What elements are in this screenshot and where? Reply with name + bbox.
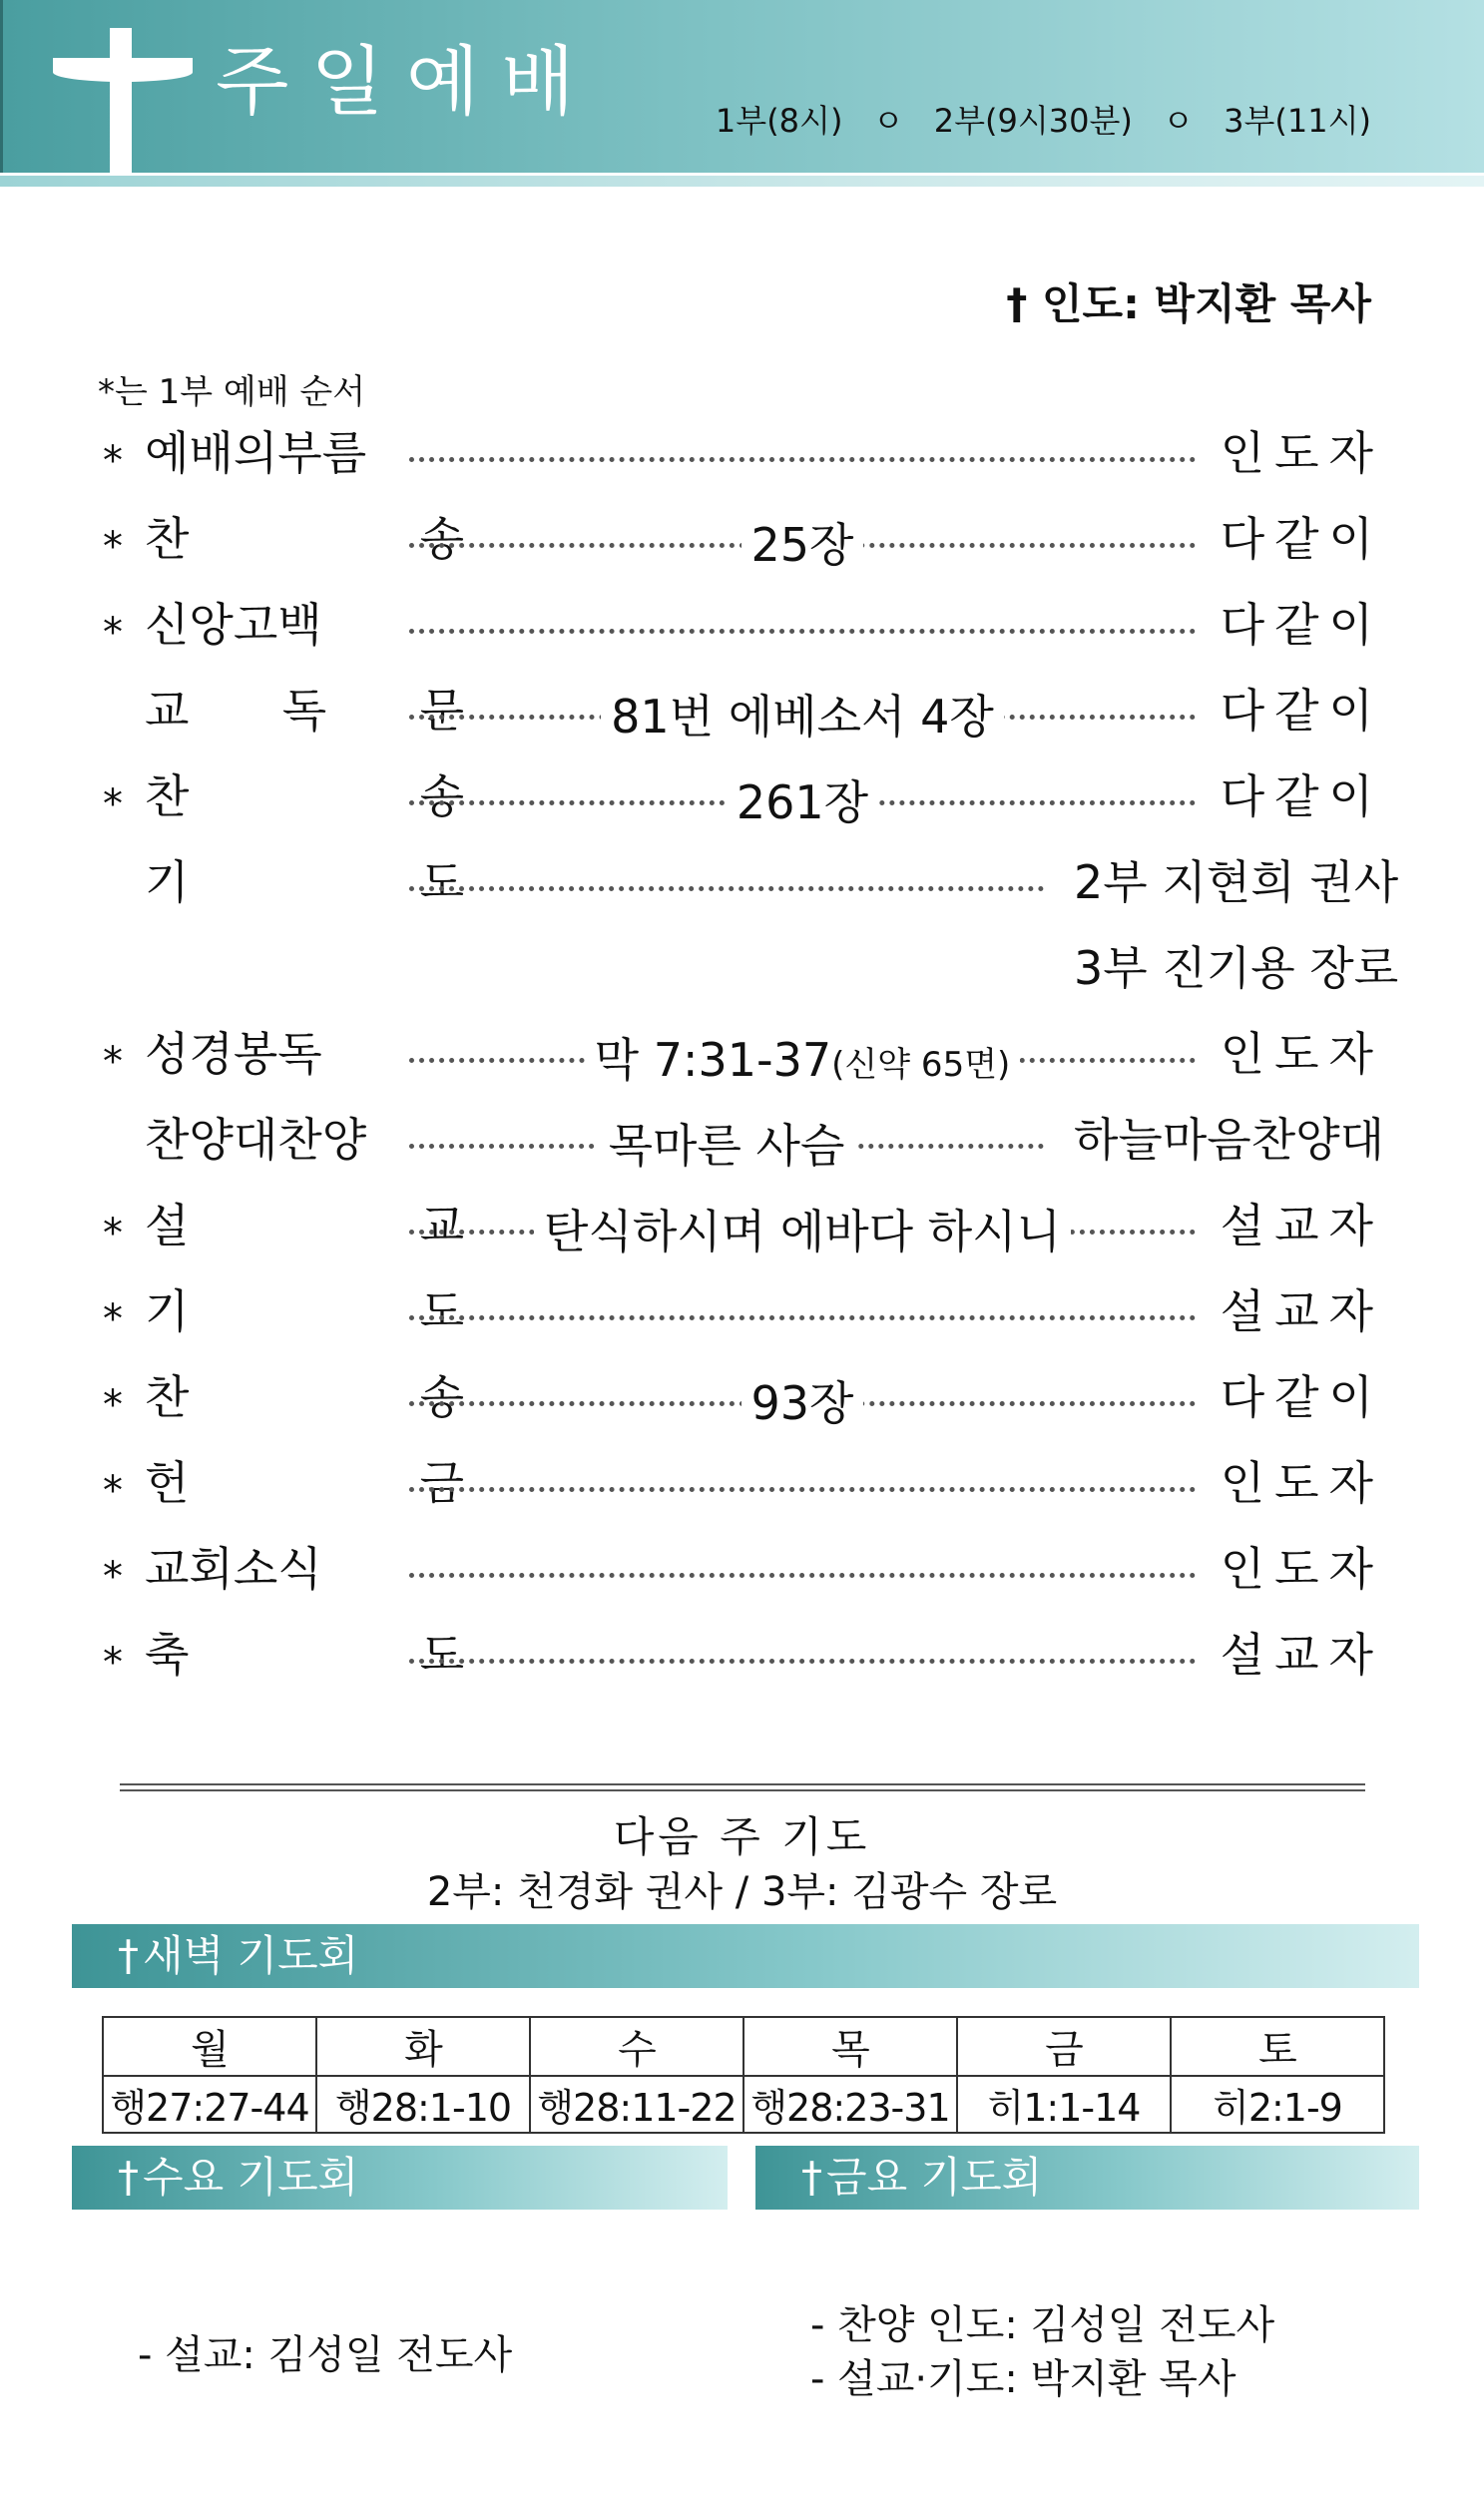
dotted-leader xyxy=(409,886,1044,891)
order-row xyxy=(98,764,1383,829)
day-cell: 금 xyxy=(957,2017,1171,2076)
day-cell: 토 xyxy=(1171,2017,1384,2076)
order-content xyxy=(409,1200,1196,1263)
worship-leader: † 인도: 박지환 목사 xyxy=(1006,279,1371,328)
wednesday-prayer-header xyxy=(72,2146,728,2210)
order-content-text xyxy=(727,775,878,829)
order-content-text xyxy=(742,518,864,572)
first-service-marker: * xyxy=(103,781,123,827)
table-row xyxy=(103,2076,1384,2133)
order-label xyxy=(145,1451,464,1515)
order-label-part: 송 xyxy=(419,769,464,823)
order-label-part: 성경봉독 xyxy=(145,1027,322,1081)
dawn-prayer-table xyxy=(102,2016,1385,2134)
reading-cell: 행28:1-10 xyxy=(316,2076,530,2133)
order-label-part: 설 xyxy=(145,1199,190,1252)
order-row xyxy=(98,593,1383,657)
order-label-part: 송 xyxy=(419,512,464,566)
first-service-marker: * xyxy=(103,524,123,570)
order-content-note: (신약 65면) xyxy=(831,1045,1011,1085)
page-title: 주일예배 xyxy=(216,37,597,126)
order-content-text xyxy=(742,1376,864,1430)
dotted-leader xyxy=(409,1659,1196,1664)
day-cell: 수 xyxy=(530,2017,743,2076)
order-row xyxy=(98,1108,1385,1173)
first-service-marker: * xyxy=(103,438,123,484)
order-row xyxy=(98,421,1383,485)
reading-cell: 히2:1-9 xyxy=(1171,2076,1384,2133)
order-label xyxy=(145,850,464,914)
first-service-marker: * xyxy=(103,1382,123,1428)
order-content xyxy=(409,513,1196,577)
first-service-marker: * xyxy=(103,1296,123,1342)
order-label xyxy=(145,593,464,657)
service-times xyxy=(716,96,1371,142)
order-row xyxy=(98,936,1399,1000)
dotted-leader xyxy=(409,629,1196,634)
order-person: 3부 진기용 장로 xyxy=(1074,941,1399,995)
order-person: 인도자 xyxy=(1220,1027,1383,1081)
order-label-part: 신앙고백 xyxy=(145,598,322,652)
dotted-leader xyxy=(409,1573,1196,1578)
order-person: 설교자 xyxy=(1220,1199,1383,1252)
first-service-marker: * xyxy=(103,1640,123,1686)
order-row xyxy=(98,1365,1383,1430)
order-row xyxy=(98,1279,1383,1343)
dagger-icon: † xyxy=(801,2153,822,2202)
first-service-marker: * xyxy=(103,1211,123,1256)
order-content-text xyxy=(601,690,1004,744)
order-label-part: 교 xyxy=(419,1199,464,1252)
order-person: 인도자 xyxy=(1220,1456,1383,1510)
order-content xyxy=(409,1114,1044,1178)
order-label-part: 송 xyxy=(419,1370,464,1424)
order-label-part: 찬양대찬양 xyxy=(145,1113,367,1167)
table-header-row xyxy=(103,2017,1384,2076)
order-row xyxy=(98,850,1399,914)
first-service-marker: * xyxy=(103,1039,123,1085)
wednesday-prayer-title: 수요 기도회 xyxy=(143,2153,359,2202)
order-label-part: 도 xyxy=(419,1628,464,1682)
order-content xyxy=(409,685,1196,749)
order-row xyxy=(98,679,1383,744)
friday-prayer-header xyxy=(755,2146,1419,2210)
order-content-main: 93장 xyxy=(750,1376,854,1430)
order-row xyxy=(98,1623,1383,1687)
order-row xyxy=(98,1194,1383,1258)
friday-detail: - 찬양 인도: 김성일 전도사 xyxy=(810,2302,1275,2348)
order-label-part: 문 xyxy=(419,684,464,738)
order-content xyxy=(409,770,1196,834)
order-row xyxy=(98,1022,1383,1087)
order-label-part: 독 xyxy=(281,684,327,738)
order-content xyxy=(409,1371,1196,1435)
order-label-part: 도 xyxy=(419,1284,464,1338)
order-label xyxy=(145,1279,464,1343)
order-label xyxy=(145,1623,464,1687)
order-label-part: 기 xyxy=(145,855,190,909)
order-person: 설교자 xyxy=(1220,1284,1383,1338)
order-label-part: 교회소식 xyxy=(145,1542,322,1596)
order-label-part: 금 xyxy=(419,1456,464,1510)
friday-detail: - 설교·기도: 박지환 목사 xyxy=(810,2356,1237,2402)
section-divider xyxy=(120,1783,1365,1791)
separator-icon: ㅇ xyxy=(872,102,904,140)
order-label-part: 헌 xyxy=(145,1456,190,1510)
dagger-icon: † xyxy=(118,1931,139,1980)
dawn-prayer-header xyxy=(72,1924,1419,1988)
order-label-part: 예배의부름 xyxy=(145,426,367,480)
dawn-prayer-title: 새벽 기도회 xyxy=(143,1931,359,1980)
service-time: 1부(8시) xyxy=(715,102,843,140)
order-person: 다같이 xyxy=(1220,1370,1383,1424)
wednesday-detail: - 설교: 김성일 전도사 xyxy=(138,2332,513,2378)
first-service-marker: * xyxy=(103,610,123,656)
order-person: 인도자 xyxy=(1220,1542,1383,1596)
order-person: 설교자 xyxy=(1220,1628,1383,1682)
order-person: 다같이 xyxy=(1220,512,1383,566)
reading-cell: 행28:11-22 xyxy=(530,2076,743,2133)
service-time: 3부(11시) xyxy=(1224,102,1371,140)
order-content-text xyxy=(585,1033,1021,1087)
order-label-part: 찬 xyxy=(145,512,190,566)
order-note: *는 1부 예배 순서 xyxy=(98,372,366,412)
order-label-part: 찬 xyxy=(145,1370,190,1424)
dagger-icon: † xyxy=(118,2153,139,2202)
cross-icon-arm xyxy=(53,58,193,82)
order-row xyxy=(98,507,1383,572)
friday-prayer-title: 금요 기도회 xyxy=(826,2153,1043,2202)
order-label xyxy=(145,421,464,485)
service-time: 2부(9시30분) xyxy=(933,102,1133,140)
order-person: 인도자 xyxy=(1220,426,1383,480)
order-label xyxy=(145,1537,464,1601)
order-person: 다같이 xyxy=(1220,684,1383,738)
header-banner xyxy=(0,0,1484,173)
next-week-title: 다음 주 기도 xyxy=(613,1812,871,1861)
order-person: 2부 지현희 권사 xyxy=(1074,855,1399,909)
order-label-part: 찬 xyxy=(145,769,190,823)
header-rule xyxy=(0,176,1484,187)
order-person: 다같이 xyxy=(1220,598,1383,652)
order-label-part: 축 xyxy=(145,1628,190,1682)
first-service-marker: * xyxy=(103,1554,123,1600)
reading-cell: 행27:27-44 xyxy=(103,2076,316,2133)
first-service-marker: * xyxy=(103,1468,123,1514)
reading-cell: 행28:23-31 xyxy=(743,2076,957,2133)
order-label-part: 도 xyxy=(419,855,464,909)
order-label-part: 교 xyxy=(145,684,190,738)
order-content-main: 261장 xyxy=(736,775,869,829)
order-content-text xyxy=(534,1205,1071,1258)
order-content-main: 탄식하시며 에바다 하시니 xyxy=(543,1205,1062,1258)
order-content-main: 81번 에베소서 4장 xyxy=(611,690,994,744)
day-cell: 목 xyxy=(743,2017,957,2076)
order-row xyxy=(98,1451,1383,1515)
day-cell: 화 xyxy=(316,2017,530,2076)
order-row xyxy=(98,1537,1383,1601)
separator-icon: ㅇ xyxy=(1163,102,1194,140)
dotted-leader xyxy=(409,1315,1196,1320)
order-content-main: 25장 xyxy=(750,518,854,572)
order-content-main: 목마른 사슴 xyxy=(608,1119,845,1173)
reading-cell: 히1:1-14 xyxy=(957,2076,1171,2133)
order-content-main: 막 7:31-37 xyxy=(594,1033,832,1087)
order-content-text xyxy=(599,1119,855,1173)
order-person: 다같이 xyxy=(1220,769,1383,823)
dotted-leader xyxy=(409,1487,1196,1492)
next-week-prayer-names: 2부: 천경화 권사 / 3부: 김광수 장로 xyxy=(426,1869,1058,1915)
dotted-leader xyxy=(409,457,1196,462)
order-person: 하늘마음찬양대 xyxy=(1074,1113,1385,1167)
day-cell: 월 xyxy=(103,2017,316,2076)
cross-icon xyxy=(110,28,132,191)
order-label-part: 기 xyxy=(145,1284,190,1338)
order-content xyxy=(409,1028,1196,1097)
